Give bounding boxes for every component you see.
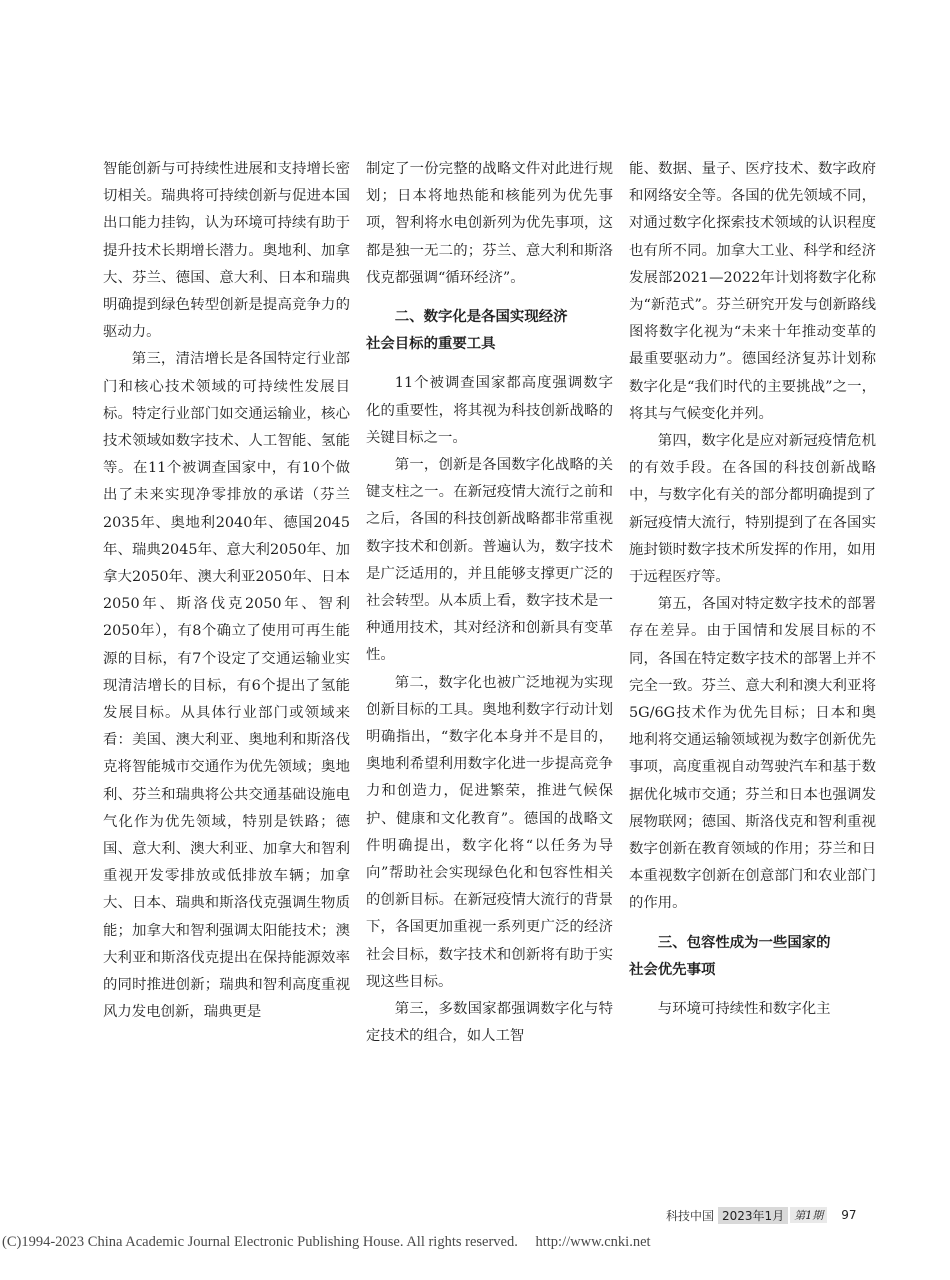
copyright-text: (C)1994-2023 China Academic Journal Electronic Publishing House. All rights reserved. [2, 1234, 518, 1250]
section-heading-line: 三、包容性成为一些国家的 [657, 934, 831, 951]
paragraph: 第一，创新是各国数字化战略的关键支柱之一。在新冠疫情大流行之前和之后，各国的科技创新战略都非常重视数字技术和创新。普遍认为，数字技术是广泛适用的，并且能够支撑更广泛的社会转型。从本质上看，数字技术是一种通用技术，其对经济和创新具有变革性。 [366, 457, 613, 664]
section-heading-line: 二、数字化是各国实现经济 [394, 309, 568, 326]
section-heading-line: 社会目标的重要工具 [366, 336, 496, 353]
page-footer [666, 1206, 856, 1224]
copyright-url[interactable]: http://www.cnki.net [535, 1234, 651, 1250]
paragraph: 第三，多数国家都强调数字化与特定技术的组合，如人工智 [366, 1001, 613, 1045]
section-heading-line: 社会优先事项 [629, 961, 716, 978]
paragraph: 第四，数字化是应对新冠疫情危机的有效手段。在各国的科技创新战略中，与数字化有关的部分都明确提到了新冠疫情大流行，特别提到了在各国实施封锁时数字技术所发挥的作用，如用于远程医疗等。 [629, 433, 876, 586]
issue-date: 2023年1月 [718, 1207, 788, 1224]
section-heading [366, 304, 613, 358]
paragraph: 11个被调查国家都高度强调数字化的重要性，将其视为科技创新战略的关键目标之一。 [366, 375, 613, 446]
copyright-line [2, 1234, 942, 1251]
paragraph: 智能创新与可持续性进展和支持增长密切相关。瑞典将可持续创新与促进本国出口能力挂钩，认为环境可持续有助于提升技术长期增长潜力。奥地利、加拿大、芬兰、德国、意大利、日本和瑞典明确提到绿色转型创新是提高竞争力的驱动力。 [103, 161, 350, 341]
issue-number: 第1期 [790, 1207, 827, 1223]
paragraph: 制定了一份完整的战略文件对此进行规划；日本将地热能和核能列为优先事项，智利将水电创新列为优先事项，这都是独一无二的；芬兰、意大利和斯洛伐克都强调“循环经济”。 [366, 161, 613, 286]
page-number: 97 [841, 1208, 857, 1222]
journal-name: 科技中国 [666, 1208, 715, 1223]
paragraph: 第二，数字化也被广泛地视为实现创新目标的工具。奥地利数字行动计划明确指出，“数字化本身并不是目的，奥地利希望利用数字化进一步提高竞争力和创造力，促进繁荣，推进气候保护、健康和文化教育”。德国的战略文件明确提出，数字化将“以任务为导向”帮助社会实现绿色化和包容性相关的创新目标。在新冠疫情大流行的背景下，各国更加重视一系列更广泛的经济社会目标，数字技术和创新将有助于实现这些目标。 [366, 674, 613, 990]
text-column-1 [103, 156, 350, 1027]
paragraph: 第三，清洁增长是各国特定行业部门和核心技术领域的可持续性发展目标。特定行业部门如交通运输业，核心技术领域如数字技术、人工智能、氢能等。在11个被调查国家中，有10个做出了未来实现净零排放的承诺（芬兰2035年、奥地利2040年、德国2045年、瑞典2045年、意大利2050年、加拿大2050年、澳大利亚2050年、日本2050年、斯洛伐克2050年、智利2050年），有8个确立了使用可再生能源的目标，有7个设定了交通运输业实现清洁增长的目标，有6个提出了氢能发展目标。从具体行业部门或领域来看：美国、澳大利亚、奥地利和斯洛伐克将智能城市交通作为优先领域；奥地利、芬兰和瑞典将公共交通基础设施电气化作为优先领域，特别是铁路；德国、意大利、澳大利亚、加拿大和智利重视开发零排放或低排放车辆；加拿大、日本、瑞典和斯洛伐克强调生物质能；加拿大和智利强调太阳能技术；澳大利亚和斯洛伐克提出在保持能源效率的同时推进创新；瑞典和智利高度重视风力发电创新，瑞典更是 [103, 351, 350, 1021]
text-column-3 [629, 156, 876, 1023]
text-column-2 [366, 156, 613, 1051]
paragraph: 能、数据、量子、医疗技术、数字政府和网络安全等。各国的优先领域不同，对通过数字化探索技术领域的认识程度也有所不同。加拿大工业、科学和经济发展部2021—2022年计划将数字化称为“新范式”。芬兰研究开发与创新路线图将数字化视为“未来十年推动变革的最重要驱动力”。德国经济复苏计划称数字化是“我们时代的主要挑战”之一，将其与气候变化并列。 [629, 161, 876, 422]
section-heading [629, 930, 876, 984]
paragraph: 第五，各国对特定数字技术的部署存在差异。由于国情和发展目标的不同，各国在特定数字技术的部署上并不完全一致。芬兰、意大利和澳大利亚将5G/6G技术作为优先目标；日本和奥地利将交通运输领域视为数字创新优先事项，高度重视自动驾驶汽车和基于数据优化城市交通；芬兰和日本也强调发展物联网；德国、斯洛伐克和智利重视数字创新在教育领域的作用；芬兰和日本重视数字创新在创意部门和农业部门的作用。 [629, 596, 876, 912]
paragraph: 与环境可持续性和数字化主 [657, 1001, 831, 1018]
